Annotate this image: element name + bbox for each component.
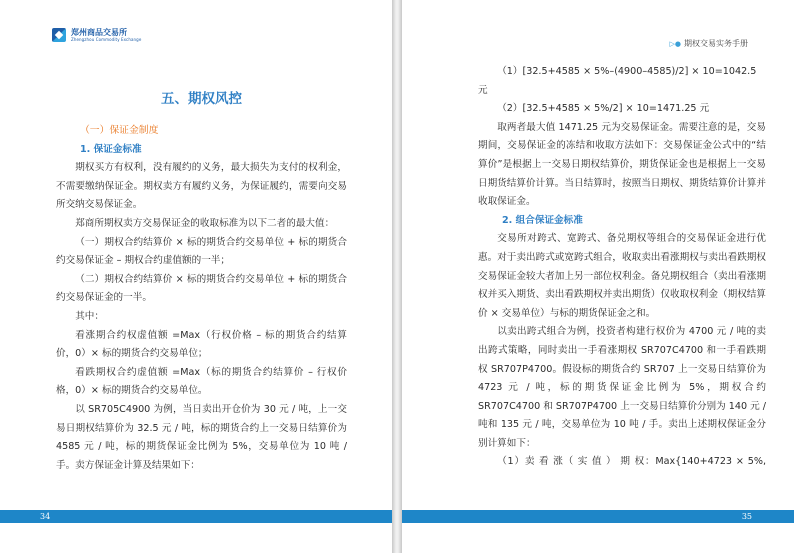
section-title: （一）保证金制度: [80, 125, 159, 136]
paragraph: 以 SR705C4900 为例，当日卖出开仓价为 30 元 / 吨，上一交易日期权结算价为 32.5 元 / 吨，标的期货合约上一交易日结算价为 4585 元 / 吨，标的期货保证金比例为 5%，交易单位为 10 吨 / 手。卖方保证金计算及结果如下：: [56, 403, 347, 471]
paragraph: 郑商所期权卖方交易保证金的收取标准为以下二者的最大值：: [75, 217, 335, 229]
book-gutter: [392, 0, 402, 553]
page-number: 34: [40, 512, 51, 521]
subsection-title-2: 2. 组合保证金标准: [502, 214, 583, 226]
paragraph: 取两者最大值 1471.25 元为交易保证金。需要注意的是，交易期间，交易保证金的冻结和收取方法如下：交易保证金公式中的“结算价”是根据上一交易日期权结算价，期货保证金也是根据上一交易日期货结算价计算。当日结算时，按照当日期权、期货结算价计算并收取保证金。: [478, 121, 766, 208]
paragraph: （一）期权合约结算价 × 标的期货合约交易单位 + 标的期货合约交易保证金 – 期权合约虚值额的一半；: [56, 236, 347, 267]
subsection-title-1: 1. 保证金标准: [80, 143, 142, 155]
formula-line: （2）[32.5+4585 × 5%/2] × 10=1471.25 元: [497, 103, 710, 115]
chapter-title: 五、期权风控: [161, 91, 242, 107]
paragraph: 交易所对跨式、宽跨式、备兑期权等组合的交易保证金进行优惠。对于卖出跨式或宽跨式组合，收取卖出看涨期权与卖出看跌期权交易保证金较大者加上另一部位权利金。备兑期权组合（卖出看涨期权并买入期货、卖出看跌期权并卖出期货）仅收取权利金（期权结算价 × 交易单位）与标的期货保证金之和。: [478, 233, 766, 319]
paragraph: 看涨期合约权虚值额 =Max（行权价格 – 标的期货合约结算价，0）× 标的期货合约交易单位；: [56, 329, 347, 360]
footer-bar: [402, 510, 794, 523]
left-page-content: [56, 81, 347, 475]
paragraph: 看跌期权合约虚值额 =Max（标的期货合约结算价 – 行权价格，0）× 标的期货合约交易单位。: [56, 366, 347, 397]
right-page-content: [478, 63, 766, 472]
double-chevron-icon: ▷●: [669, 39, 681, 48]
formula-line: （1）卖 看 涨（ 实 值 ） 期 权：Max{140+4723 × 5%,: [497, 456, 766, 468]
footer-bar: [0, 510, 392, 523]
paragraph: 其中：: [75, 310, 104, 322]
page-number: 35: [741, 512, 752, 521]
paragraph: （二）期权合约结算价 × 标的期货合约交易单位 + 标的期货合约交易保证金的一半。: [56, 273, 347, 304]
running-header: [670, 38, 749, 49]
logo-en-text: Zhengzhou Commodity Exchange: [71, 36, 142, 42]
exchange-logo-icon: [52, 28, 66, 42]
paragraph: 以卖出跨式组合为例，投资者构建行权价为 4700 元 / 吨的卖出跨式策略，同时卖出一手看涨期权 SR707C4700 和一手看跌期权 SR707P4700。假设标的期货合约 SR707 上一交易日结算价为 4723 元 / 吨，标的期货保证金比例为 5%，期权合约 SR707C4700 和 SR707P4700 上一交易日结算价分别为 140 元 / 吨和 135 元 / 吨，交易单位为 10 吨 / 手。卖出上述期权保证金分别计算如下：: [478, 326, 767, 449]
left-page: [0, 0, 392, 553]
paragraph: 期权买方有权利，没有履约的义务，最大损失为支付的权利金，不需要缴纳保证金。期权卖方有履约义务，为保证履约，需要向交易所交纳交易保证金。: [56, 162, 347, 211]
right-page: [402, 0, 794, 553]
formula-line: （1）[32.5+4585 × 5%–(4900–4585)/2] × 10=1042.5 元: [478, 66, 757, 96]
logo-cn-text: 郑州商品交易所: [71, 27, 127, 37]
exchange-logo: [52, 28, 141, 42]
running-title: 期权交易实务手册: [684, 39, 748, 48]
